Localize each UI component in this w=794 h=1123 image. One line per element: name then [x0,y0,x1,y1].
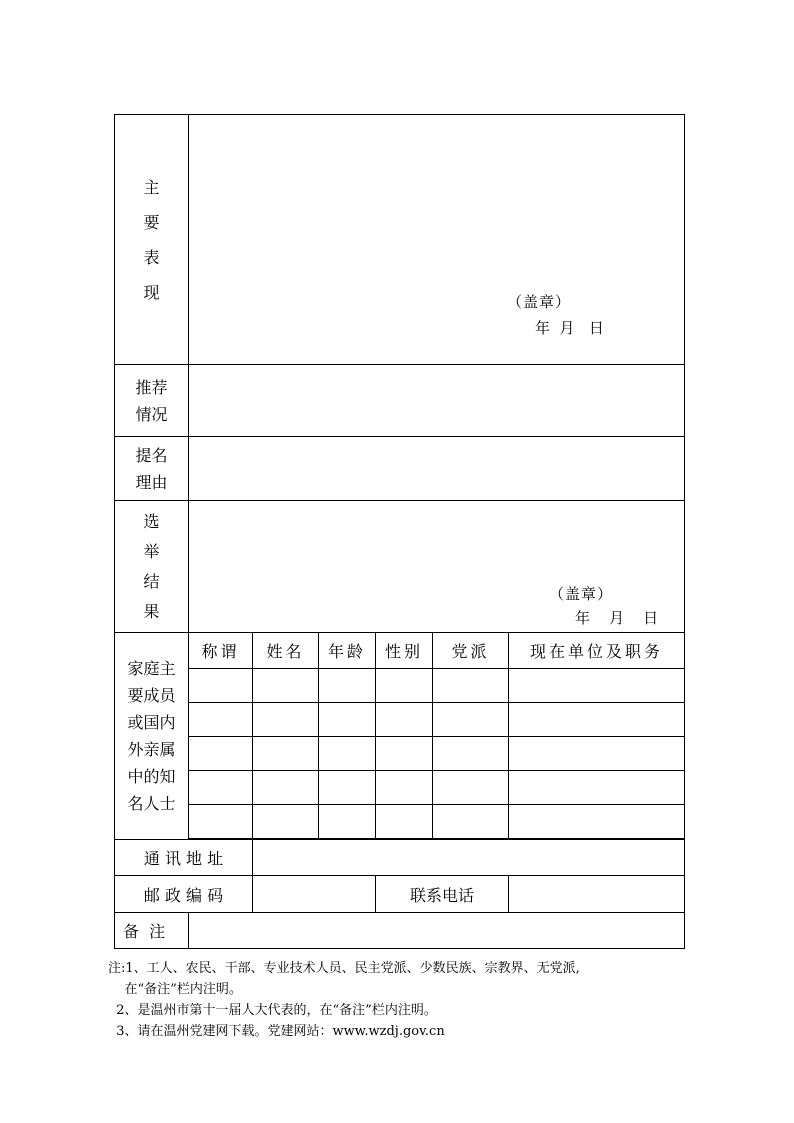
postcode-label: 邮 政 编 码 [115,876,253,913]
table-cell[interactable] [376,805,433,839]
phone-label: 联系电话 [376,876,509,913]
table-cell[interactable] [433,669,509,703]
label-line: 情况 [135,404,168,424]
label-line: 提名 [135,445,168,465]
table-cell[interactable] [253,805,319,839]
table-cell[interactable] [509,737,685,771]
table-cell[interactable] [509,669,685,703]
table-cell[interactable] [433,703,509,737]
family-row [115,805,685,839]
col-header-employer-position: 现在单位及职务 [509,633,685,669]
label-line: 推荐 [135,377,168,397]
family-row [115,737,685,771]
table-cell[interactable] [509,771,685,805]
label-line: 或国内 [127,713,176,732]
label-char: 结 [143,571,160,591]
seal-note: （盖章） [507,293,572,311]
table-cell[interactable] [189,805,253,839]
label-line: 要成员 [127,686,176,705]
table-cell[interactable] [319,669,376,703]
date-line: 年 月 日 [535,319,604,337]
family-members-label [115,633,189,840]
col-header-title: 称谓 [189,633,253,669]
seal-note: （盖章） [549,585,614,603]
remarks-field[interactable] [189,913,685,949]
note-line: 在“备注”栏内注明。 [108,982,242,997]
nomination-reason-label [115,437,189,501]
label-char: 举 [143,541,160,561]
registration-form-table [114,114,685,949]
col-header-age: 年龄 [319,633,376,669]
election-result-field[interactable] [189,501,685,633]
note-line: 2、是温州市第十一届人大代表的，在“备注”栏内注明。 [108,1003,437,1018]
label-char: 果 [143,601,160,621]
table-cell[interactable] [189,771,253,805]
main-performance-label [115,115,189,365]
address-field[interactable] [253,840,685,876]
table-cell[interactable] [319,805,376,839]
table-cell[interactable] [253,669,319,703]
table-cell[interactable] [189,669,253,703]
address-label: 通 讯 地 址 [115,840,253,876]
table-cell[interactable] [319,771,376,805]
recommendation-label [115,365,189,437]
table-cell[interactable] [319,703,376,737]
table-cell[interactable] [376,703,433,737]
label-char: 主 [143,177,160,197]
remarks-label: 备 注 [115,913,189,949]
table-cell[interactable] [376,771,433,805]
table-cell[interactable] [253,703,319,737]
recommendation-field[interactable] [189,365,685,437]
nomination-reason-field[interactable] [189,437,685,501]
label-line: 家庭主 [127,659,176,678]
main-performance-field[interactable] [189,115,685,365]
label-line: 外亲属 [127,740,176,759]
family-row [115,703,685,737]
note-line: 3、请在温州党建网下载。党建网站：www.wzdj.gov.cn [108,1024,445,1039]
table-cell[interactable] [253,771,319,805]
table-cell[interactable] [376,669,433,703]
table-cell[interactable] [433,805,509,839]
table-cell[interactable] [376,737,433,771]
table-cell[interactable] [509,805,685,839]
label-char: 选 [143,511,160,531]
family-row [115,669,685,703]
table-cell[interactable] [253,737,319,771]
label-line: 理由 [135,472,168,492]
col-header-party: 党派 [433,633,509,669]
label-char: 要 [143,212,160,232]
phone-field[interactable] [509,876,685,913]
note-line: 注:1、工人、农民、干部、专业技术人员、民主党派、少数民族、宗教界、无党派, [108,961,580,976]
date-line: 年 月 日 [575,609,659,627]
label-line: 名人士 [127,794,176,813]
table-cell[interactable] [189,737,253,771]
col-header-gender: 性别 [376,633,433,669]
table-cell[interactable] [319,737,376,771]
postcode-field[interactable] [253,876,376,913]
table-cell[interactable] [189,703,253,737]
label-char: 现 [143,282,160,302]
col-header-name: 姓名 [253,633,319,669]
table-cell[interactable] [433,737,509,771]
family-row [115,771,685,805]
election-result-label [115,501,189,633]
label-line: 中的知 [127,767,176,786]
footnotes [108,958,580,1042]
table-cell[interactable] [509,703,685,737]
table-cell[interactable] [433,771,509,805]
label-char: 表 [143,247,160,267]
